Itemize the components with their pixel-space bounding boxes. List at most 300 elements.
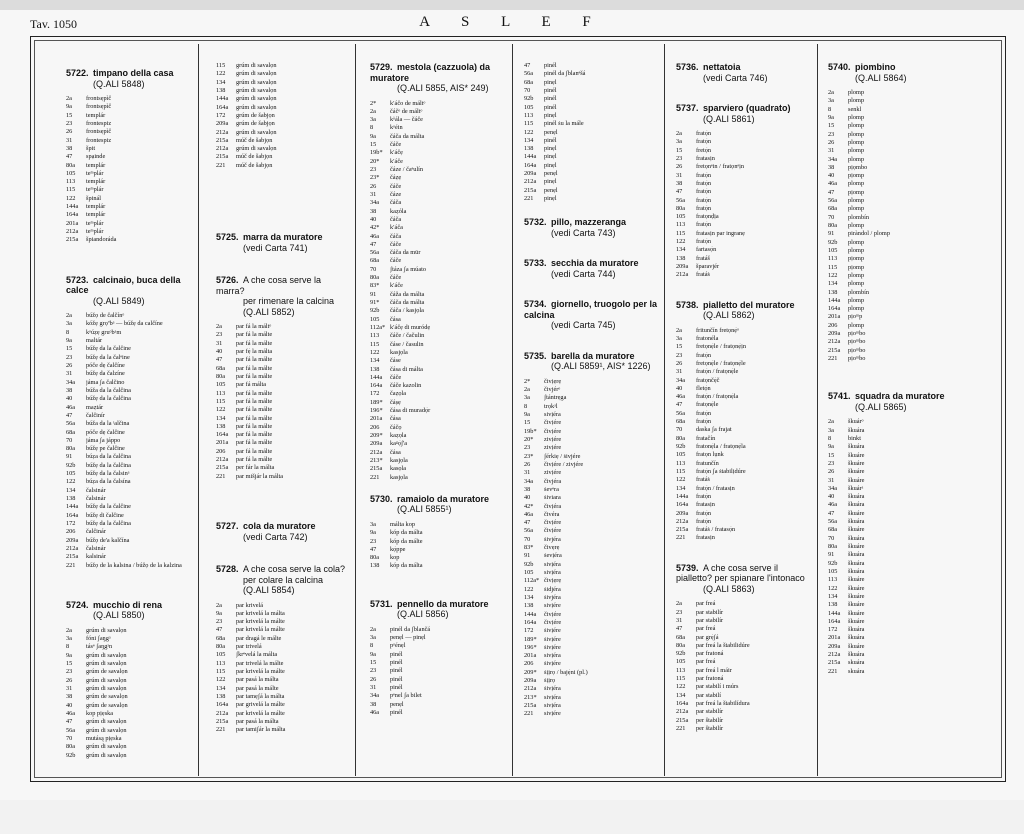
- entry-number: 5734.: [524, 299, 547, 310]
- form-row: [828, 322, 998, 330]
- form-row: [66, 195, 194, 203]
- dialect-form: fratọ́n: [696, 517, 712, 525]
- dialect-form: škuáre: [848, 543, 865, 550]
- point-code: 164a: [676, 501, 689, 509]
- dialect-form: čáča: [390, 232, 402, 240]
- entry-section: [370, 599, 508, 717]
- point-code: 40: [216, 348, 223, 355]
- entry-subtitle: (Q.ALI 5852): [243, 306, 295, 317]
- dialect-form: fratọnẹ́le: [696, 401, 719, 409]
- point-code: 23: [66, 353, 73, 361]
- form-row: [66, 312, 194, 320]
- point-code: 92b: [828, 559, 838, 567]
- form-row: [828, 568, 998, 576]
- point-code: 3a: [66, 635, 72, 643]
- form-row: [676, 642, 814, 650]
- point-code: 8: [828, 105, 832, 113]
- point-code: 134: [216, 684, 226, 692]
- entry-heading: [676, 300, 814, 321]
- dialect-form: grúm di savalọn: [236, 128, 277, 136]
- dialect-form: kop pịẹska: [86, 709, 114, 717]
- form-row: [524, 478, 660, 486]
- point-code: 56a: [676, 196, 686, 204]
- form-row: [524, 436, 660, 444]
- point-code: 8: [66, 328, 70, 336]
- form-row: [676, 658, 814, 666]
- point-code: 2a: [676, 600, 682, 608]
- dialect-form: grúm di savalọn: [236, 86, 277, 94]
- point-code: 56a: [66, 420, 76, 428]
- entry-subtitle: per rimenare la calcina: [243, 296, 335, 307]
- form-row: [524, 544, 660, 552]
- dialect-form: grúm di savalọn: [86, 685, 127, 692]
- point-code: 115: [66, 186, 76, 194]
- form-row: [524, 569, 660, 577]
- point-code: 134: [524, 136, 534, 144]
- dialect-form: par krivelá la málte: [236, 709, 285, 717]
- form-row: [216, 439, 352, 447]
- point-code: 212a: [370, 448, 383, 456]
- dialect-form: čása: [390, 448, 401, 456]
- point-code: 9a: [370, 650, 376, 658]
- column-divider: [512, 44, 513, 776]
- dialect-form: pịoᵐp: [848, 313, 863, 321]
- point-code: 47: [524, 519, 531, 527]
- point-code: 134: [66, 486, 76, 494]
- dialect-form: fratasịn: [696, 154, 715, 162]
- entry-heading: [828, 62, 998, 83]
- column-6: [828, 62, 998, 676]
- dialect-form: pinẹl: [544, 153, 557, 161]
- dialect-form: plomp: [848, 97, 865, 105]
- dialect-form: par krivelá la málte: [236, 626, 285, 634]
- point-code: 38: [370, 207, 377, 215]
- point-code: 80a: [676, 204, 686, 212]
- form-row: [66, 395, 194, 403]
- point-code: 23: [524, 444, 531, 452]
- point-code: 138: [676, 254, 686, 262]
- dialect-form: maẓtár: [86, 403, 104, 411]
- dialect-form: kaẓóla: [390, 207, 407, 215]
- form-row: [676, 138, 814, 146]
- dialect-form: čáče kazolin: [390, 382, 422, 390]
- point-code: 196*: [370, 407, 383, 415]
- dialect-form: par pasá la málta: [236, 676, 279, 684]
- dialect-form: fratọ́n / fratasịn: [696, 484, 735, 492]
- form-row: [676, 717, 814, 725]
- dialect-form: plomp: [848, 205, 865, 213]
- point-code: 134: [524, 593, 534, 601]
- point-code: 26: [524, 460, 531, 468]
- point-code: 113: [370, 332, 380, 340]
- dialect-form: kʹáčẹ di muródẹ: [390, 323, 431, 331]
- dialect-form: par tamiʃár la málta: [236, 726, 286, 734]
- form-row: [828, 122, 998, 130]
- point-code: 70: [828, 213, 835, 221]
- dialect-form: pinél: [544, 103, 557, 111]
- form-row: [66, 470, 194, 478]
- form-row: [828, 610, 998, 618]
- entry-number: 5724.: [66, 599, 89, 610]
- form-row: [524, 419, 660, 427]
- point-code: 212a: [66, 544, 79, 552]
- form-row: [66, 752, 194, 760]
- form-row: [370, 432, 508, 440]
- form-row: [524, 70, 660, 78]
- point-code: 122: [216, 676, 226, 684]
- dialect-form: fratọnčẹ́č: [696, 376, 720, 384]
- entry-heading: [676, 563, 814, 595]
- form-row: [676, 155, 814, 163]
- point-code: 105: [828, 246, 838, 254]
- dialect-form: škuára: [848, 559, 865, 567]
- entry-subtitle: A che cosa serve la marra?: [216, 275, 322, 296]
- dialect-form: par fratoná: [696, 675, 724, 683]
- dialect-form: škuáre: [848, 609, 865, 617]
- entry-heading: [216, 564, 352, 596]
- form-row: [828, 164, 998, 172]
- dialect-form: čáža da málta: [390, 290, 425, 298]
- form-row: [66, 702, 194, 710]
- dialect-form: par fá la málte: [236, 406, 273, 414]
- form-row: [370, 546, 508, 554]
- form-row: [370, 316, 508, 324]
- point-code: 113: [828, 576, 838, 584]
- dialect-form: čáče: [390, 240, 402, 248]
- dialect-form: par fá la málte: [236, 331, 273, 339]
- dialect-form: zivịére: [544, 436, 562, 443]
- form-row: [216, 626, 352, 634]
- point-code: 34a: [66, 378, 76, 386]
- entry-subtitle: (vedi Carta 745): [551, 320, 616, 331]
- dialect-form: fratáṡ: [696, 271, 710, 279]
- dialect-form: čáče: [390, 373, 402, 381]
- point-code: 105: [216, 381, 226, 389]
- form-row: [524, 536, 660, 544]
- dialect-form: daska ʃa frajat: [696, 426, 732, 434]
- dialect-form: par pasá la málte: [236, 684, 279, 692]
- form-row: [524, 702, 660, 710]
- dialect-form: škuáre: [848, 476, 865, 484]
- point-code: 196*: [524, 643, 537, 651]
- point-code: 20*: [524, 436, 534, 443]
- form-row: [370, 257, 508, 265]
- point-code: 144a: [828, 609, 841, 617]
- dialect-form: kᵒéin: [390, 124, 403, 132]
- dialect-form: plomp: [848, 246, 865, 254]
- form-row: [524, 428, 660, 436]
- dialect-form: ṡevᵉra: [544, 485, 559, 493]
- form-row: [828, 139, 998, 147]
- dialect-form: čivịére: [544, 527, 562, 535]
- dialect-form: čáẓẹ: [390, 174, 402, 182]
- form-row: [676, 238, 814, 246]
- point-code: 15: [66, 345, 73, 353]
- dialect-form: pịoᵐbo: [848, 355, 866, 362]
- entry-title: piombino: [855, 62, 896, 72]
- point-code: 83*: [524, 544, 534, 552]
- form-row: [524, 561, 660, 569]
- point-code: 15: [828, 122, 835, 130]
- entry-number: 5730.: [370, 493, 393, 504]
- dialect-form: škuáre: [848, 592, 865, 600]
- point-code: 212a: [216, 128, 229, 136]
- dialect-form: čáze / čaᵉulín: [390, 166, 424, 173]
- form-row: [524, 461, 660, 469]
- entry-number: 5727.: [216, 521, 239, 531]
- entry-heading: [66, 68, 194, 89]
- entry-section: [216, 232, 352, 253]
- dialect-form: čása di muradọ́r: [390, 407, 431, 415]
- dialect-form: fóni ʃaŋ̣gᵃ: [86, 635, 111, 643]
- dialect-form: fratọnḍịa: [696, 213, 719, 221]
- point-code: 56a: [676, 409, 686, 417]
- point-code: 92b: [370, 307, 380, 315]
- form-row: [828, 427, 998, 435]
- point-code: 34a: [524, 477, 534, 485]
- form-row: [676, 683, 814, 691]
- dialect-form: čáče: [390, 141, 402, 149]
- form-row: [676, 435, 814, 443]
- dialect-form: čivịére: [544, 419, 562, 427]
- point-code: 80a: [66, 445, 76, 453]
- point-code: 115: [370, 340, 380, 348]
- dialect-form: múč de šabjọn: [236, 153, 273, 161]
- dialect-form: ṡivjéra: [544, 535, 561, 543]
- entry-heading: [370, 599, 508, 620]
- point-code: 122: [676, 683, 686, 691]
- point-code: 68a: [216, 634, 226, 642]
- dialect-form: par stabilír: [696, 708, 724, 716]
- dialect-form: čáče: [390, 257, 402, 265]
- point-code: 115: [828, 263, 838, 271]
- form-row: [66, 103, 194, 111]
- point-code: 213*: [370, 456, 383, 464]
- point-code: 9a: [828, 113, 834, 121]
- form-row: [828, 280, 998, 288]
- form-row: [216, 693, 352, 701]
- form-row: [524, 112, 660, 120]
- form-row: [370, 562, 508, 570]
- dialect-form: per fár la málta: [236, 464, 275, 472]
- form-row: [370, 158, 508, 166]
- form-row: [524, 162, 660, 170]
- dialect-form: grúm de savalọn: [86, 701, 128, 709]
- form-row: [66, 478, 194, 486]
- dialect-form: par dragá le málte: [236, 634, 282, 642]
- point-code: 68a: [370, 257, 380, 265]
- dialect-form: plomp: [848, 222, 865, 229]
- dialect-form: teᵐplár: [86, 228, 104, 235]
- dialect-form: grúm di savalọn: [236, 95, 277, 103]
- form-row: [370, 634, 508, 642]
- point-code: 144a: [66, 203, 79, 211]
- form-row: [216, 701, 352, 709]
- form-row: [676, 327, 814, 335]
- form-row: [370, 208, 508, 216]
- entry-heading: [66, 275, 194, 307]
- point-code: 19b*: [524, 427, 537, 435]
- dialect-form: čáṣẹ: [390, 398, 401, 406]
- dialect-form: ṡịịrọ / bajẹ́ni (pl.): [544, 668, 588, 676]
- dialect-form: fratọ́n ʃa ṡtabilịdúre: [696, 467, 746, 475]
- form-row: [370, 684, 508, 692]
- form-row: [676, 410, 814, 418]
- form-row: [216, 162, 352, 170]
- dialect-form: par fá la málte: [236, 397, 273, 405]
- form-row: [66, 545, 194, 553]
- form-row: [216, 129, 352, 137]
- point-code: 91: [370, 290, 377, 298]
- form-row: [828, 355, 998, 363]
- entry-title: sparviero (quadrato): [703, 103, 791, 113]
- point-code: 40: [66, 701, 73, 709]
- dialect-form: grúm di savalọn: [236, 103, 277, 111]
- form-row: [66, 345, 194, 353]
- entry-title: mestola (cazzuola) da muratore: [370, 62, 491, 83]
- form-row: [828, 272, 998, 280]
- form-row: [524, 486, 660, 494]
- dialect-form: kasọla: [390, 465, 407, 473]
- dialect-form: ṡevịéra: [544, 552, 562, 560]
- dialect-form: čáse: [390, 357, 401, 365]
- form-row: [524, 386, 660, 394]
- form-row: [66, 404, 194, 412]
- point-code: 23: [66, 668, 73, 676]
- column-divider: [198, 44, 199, 776]
- point-code: 215a: [216, 464, 229, 472]
- dialect-form: kóp da málta: [390, 529, 423, 537]
- dialect-form: škuáre: [848, 601, 865, 609]
- entry-subtitle: A che cosa serve la cola?: [243, 564, 346, 574]
- point-code: 23*: [370, 174, 380, 182]
- point-code: 164a: [216, 431, 229, 439]
- point-code: 122: [828, 584, 838, 592]
- form-row: [66, 236, 194, 244]
- dialect-form: grúm di savalọn: [86, 651, 127, 659]
- point-code: 56a: [524, 70, 534, 78]
- entry-subtitle: per colare la calcina: [243, 574, 324, 585]
- form-row: [676, 335, 814, 343]
- dialect-form: čivịére: [544, 427, 562, 435]
- dialect-form: penẹl: [544, 128, 558, 136]
- form-row: [370, 141, 508, 149]
- point-code: 19b*: [370, 149, 383, 157]
- form-row: [676, 147, 814, 155]
- entry-heading: [676, 62, 814, 83]
- dialect-form: ʃérkiẹ / ṡivjére: [544, 452, 581, 460]
- form-row: [524, 394, 660, 402]
- point-code: 172: [370, 390, 380, 398]
- point-code: 115: [524, 120, 534, 128]
- point-code: 138: [370, 365, 380, 373]
- form-row: [828, 97, 998, 105]
- form-row: [66, 445, 194, 453]
- dialect-form: ṡivịéra: [544, 685, 561, 693]
- point-code: 215a: [524, 702, 537, 709]
- form-row: [370, 554, 508, 562]
- form-row: [370, 116, 508, 124]
- point-code: 221: [66, 561, 76, 569]
- dialect-form: mutásą pịẹska: [86, 734, 122, 742]
- dialect-form: par fá la málte: [236, 456, 273, 464]
- point-code: 134: [828, 280, 838, 288]
- dialect-form: pinẹl: [544, 161, 557, 169]
- dialect-form: čáče: [390, 182, 402, 190]
- form-row: [370, 174, 508, 182]
- entry-subtitle: (Q.ALI 5854): [243, 585, 295, 595]
- dialect-form: frontsẹpìč: [86, 95, 112, 102]
- form-row: [66, 412, 194, 420]
- dialect-form: ṡiviara: [544, 494, 561, 502]
- point-code: 23: [370, 667, 377, 675]
- dialect-form: frontsẹpìč: [86, 128, 112, 136]
- point-code: 26: [676, 163, 683, 171]
- form-row: [676, 343, 814, 351]
- dialect-form: čáze: [390, 190, 402, 198]
- point-code: 40: [828, 493, 835, 501]
- point-code: 201a: [828, 634, 841, 642]
- dialect-form: par freá la štabilídura: [696, 700, 750, 707]
- form-row: [828, 452, 998, 460]
- dialect-form: fratọ́n: [696, 418, 712, 426]
- dialect-form: grúm di savalọn: [86, 718, 127, 726]
- dialect-form: škuára: [848, 501, 865, 509]
- dialect-form: tásᵉ ʃaŋ̣gᵃn: [86, 643, 113, 651]
- form-row: [66, 668, 194, 676]
- dialect-form: plomp: [848, 138, 865, 146]
- form-row: [676, 188, 814, 196]
- dialect-form: fratáṡ / fratasọ́n: [696, 526, 736, 534]
- point-code: 3a: [524, 394, 530, 402]
- dialect-form: pịoᵐbo: [848, 330, 866, 338]
- point-code: 31: [370, 683, 377, 691]
- form-row: [828, 106, 998, 114]
- form-row: [370, 692, 508, 700]
- dialect-form: plomp: [848, 197, 865, 205]
- form-row: [828, 239, 998, 247]
- form-row: [370, 332, 508, 340]
- point-code: 164a: [66, 511, 79, 519]
- form-row: [676, 368, 814, 376]
- dialect-form: par krivelá la málta: [236, 609, 285, 617]
- form-row: [828, 305, 998, 313]
- dialect-form: pinél: [390, 683, 403, 691]
- form-row: [524, 586, 660, 594]
- entry-title: barella da muratore: [551, 350, 635, 361]
- form-row: [66, 718, 194, 726]
- point-code: 47: [216, 626, 223, 634]
- point-code: 144a: [66, 503, 79, 511]
- form-row: [216, 726, 352, 734]
- dialect-form: pinẹl: [544, 195, 557, 202]
- dialect-form: par mišjár la málta: [236, 472, 284, 480]
- form-row: [828, 247, 998, 255]
- dialect-form: škuára: [848, 651, 865, 659]
- point-code: 215a: [216, 717, 229, 725]
- dialect-form: frontespiz: [86, 136, 112, 144]
- dialect-form: búžẹ pe čalčine: [86, 445, 125, 453]
- entry-heading: [524, 258, 660, 279]
- form-row: [828, 197, 998, 205]
- form-row: [676, 352, 814, 360]
- dialect-form: škuára: [848, 534, 865, 542]
- form-row: [828, 418, 998, 426]
- dialect-form: grúm di savalọn: [236, 78, 277, 86]
- dialect-form: búžẹ da la čalčina: [86, 519, 131, 527]
- dialect-form: kʹáča: [390, 224, 403, 232]
- column-divider: [664, 44, 665, 776]
